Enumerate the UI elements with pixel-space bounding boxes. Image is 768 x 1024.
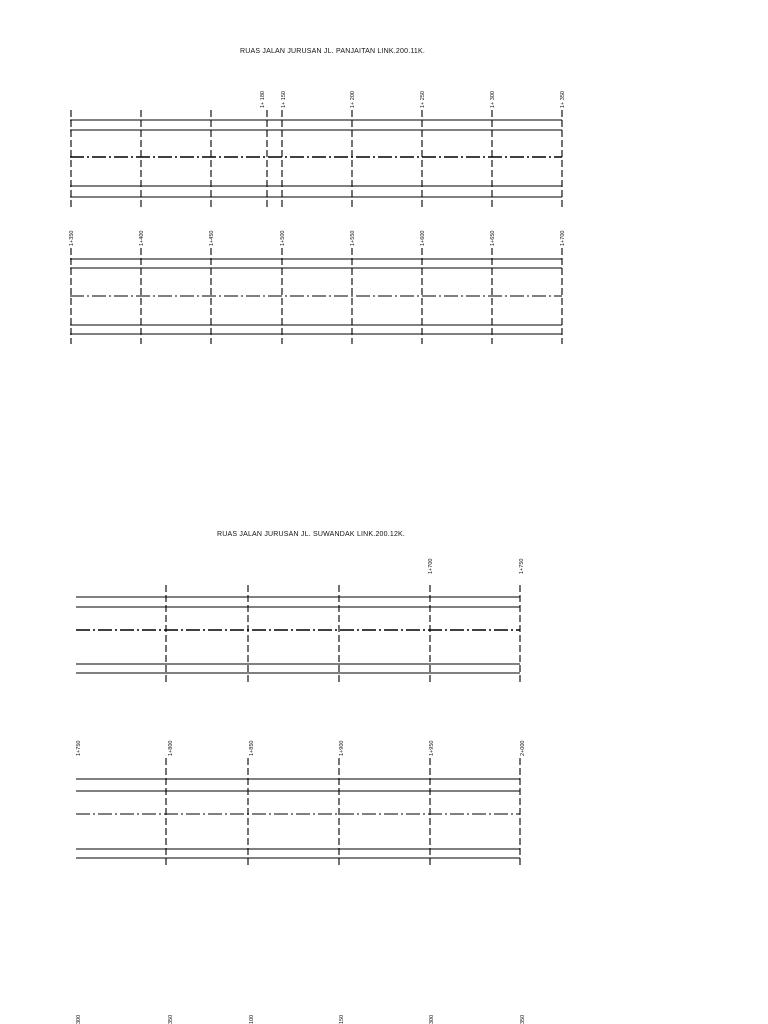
strip-3-station-label: 1+700: [428, 558, 434, 574]
strip-2-station-label: 1+700: [560, 230, 566, 246]
strip-2-station-label: 1+650: [490, 230, 496, 246]
strip-1-station-label: 1+ 180: [260, 91, 266, 108]
strip-1-station-label: 1+ 300: [490, 91, 496, 108]
strip-4-station-label: 1+750: [76, 740, 82, 756]
strip-5-station-label: 300: [76, 1014, 82, 1024]
strip-1-station-label: 1+ 350: [560, 91, 566, 108]
strip-2-station-label: 1+600: [420, 230, 426, 246]
strip-4-station-label: 1+800: [168, 740, 174, 756]
strip-2-station-label: 1+400: [139, 230, 145, 246]
strip-4-station-label: 2+000: [520, 740, 526, 756]
strip-1-station-label: 1+ 250: [420, 91, 426, 108]
strip-5-station-label: 350: [168, 1014, 174, 1024]
strip-1-station-label: 1+ 200: [350, 91, 356, 108]
strip-3-station-label: 1+750: [519, 558, 525, 574]
strip-2-station-label: 1+350: [69, 230, 75, 246]
strip-4-station-label: 1+950: [429, 740, 435, 756]
strip-5-station-label: 150: [339, 1014, 345, 1024]
section-2-title: RUAS JALAN JURUSAN JL. SUWANDAK LINK.200.12K.: [217, 531, 406, 538]
strip-5-station-label: 300: [429, 1014, 435, 1024]
strip-1-station-label: 1+ 150: [281, 91, 287, 108]
strip-4-station-label: 1+850: [249, 740, 255, 756]
strip-2-station-label: 1+450: [209, 230, 215, 246]
strip-2-station-label: 1+550: [350, 230, 356, 246]
strip-5-station-label: 350: [520, 1014, 526, 1024]
section-1-title: RUAS JALAN JURUSAN JL. PANJAITAN LINK.200.11K.: [240, 48, 426, 55]
strip-4-station-label: 1+900: [339, 740, 345, 756]
strip-2-station-label: 1+500: [280, 230, 286, 246]
strip-5-station-label: 100: [249, 1014, 255, 1024]
